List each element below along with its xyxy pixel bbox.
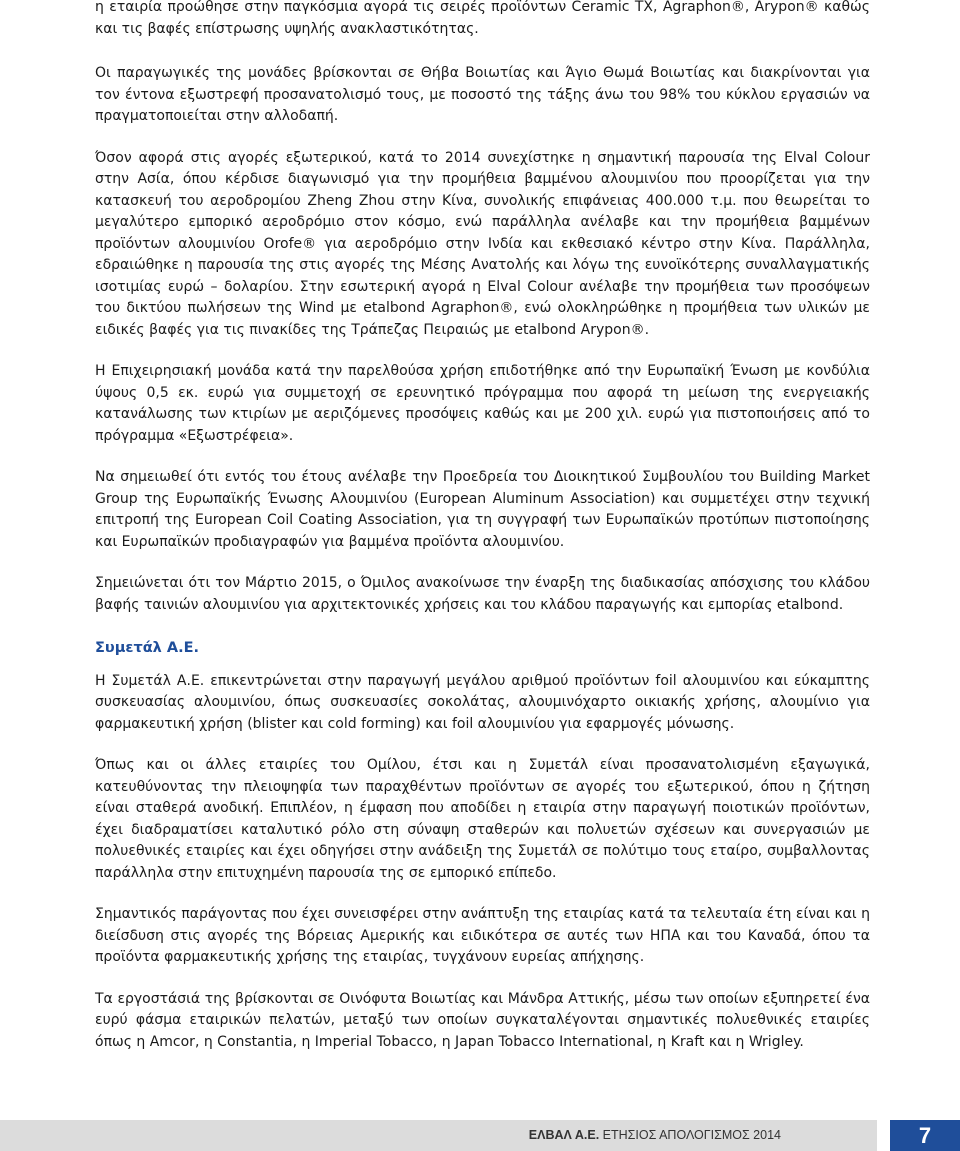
footer-label — [529, 1128, 781, 1142]
page-number: 7 — [890, 1120, 960, 1151]
footer-report-title: ΕΤΗΣΙΟΣ ΑΠΟΛΟΓΙΣΜΟΣ 2014 — [602, 1128, 781, 1142]
footer-brand: ΕΛΒΑΛ Α.Ε. — [528, 1128, 600, 1142]
paragraph-north-america: Σημαντικός παράγοντας που έχει συνεισφέρει στην ανάπτυξη της εταιρίας κατά τα τελευταία έτη είναι και η διείσδυση στις αγορές της Βόρειας Αμερικής και ειδικότερα σε αυτές των ΗΠΑ και του Καναδά, όπου τα προϊόντα φαρμακευτικής χρήσης της εταιρίας, τυγχάνουν ευρείας απήχησης. — [95, 906, 870, 965]
paragraph-symetal-exports: Όπως και οι άλλες εταιρίες του Ομίλου, έτσι και η Συμετάλ είναι προσανατολισμένη εξαγωγικά, κατευθύνοντας την πλειοψηφία των παραχθέντων προϊόντων σε αγορές του εξωτερικού, όπου η ζήτηση είναι σταθερά ανοδική. Επιπλέον, η έμφαση που αποδίδει η εταιρία στην παραγωγή ποιοτικών προϊόντων, έχει διαδραματίσει καταλυτικό ρόλο στη σύναψη σταθερών και πολυετών σχέσεων και συνεργασιών με πολυεθνικές εταιρίες και έχει οδηγήσει στην ανάδειξη της Συμετάλ σε πολύτιμο τους εταίρο, συμβαλλοντας παράλληλα στην επιτυχημένη παρουσία της σε εμπορικό επίπεδο. — [95, 757, 870, 881]
paragraph-symetal-products: Η Συμετάλ Α.Ε. επικεντρώνεται στην παραγωγή μεγάλου αριθμού προϊόντων foil αλουμινίου και εύκαμπτης συσκευασίας αλουμινίου, όπως συσκευασίες σοκολάτας, αλουμινόχαρτο οικιακής χρήσης, αλουμίνιο για φαρμακευτική χρήση (blister και cold forming) και foil αλουμινίου για εφαρμογές μόνωσης. — [95, 672, 870, 732]
paragraph-presidency: Να σημειωθεί ότι εντός του έτους ανέλαβε την Προεδρεία του Διοικητικού Συμβουλίου του Building Market Group της Ευρωπαϊκής Ένωσης Αλουμινίου (European Aluminum Association) και συμμετέχει στην τεχνική επιτροπή της European Coil Coating Association, για τη συγγραφή των Ευρωπαϊκών προτύπων πιστοποίησης και Ευρωπαϊκών προδιαγραφών για βαμμένα προϊόντα αλουμινίου. — [95, 469, 870, 550]
footer-band — [0, 1120, 877, 1151]
section-heading-symetal: Συμετάλ Α.Ε. — [95, 640, 200, 656]
paragraph-products: η εταιρία προώθησε στην παγκόσμια αγορά τις σειρές προϊόντων Ceramic TX, Agraphon®, Arypon® καθώς και τις βαφές επίστρωσης υψηλής ανακλαστικότητας. — [95, 0, 870, 37]
paragraph-eu-funding: Η Επιχειρησιακή μονάδα κατά την παρελθούσα χρήση επιδοτήθηκε από την Ευρωπαϊκή Ένωση με κονδύλια ύψους 0,5 εκ. ευρώ για συμμετοχή σε ερευνητικό πρόγραμμα που αφορά τη μείωση της ενεργειακής κατανάλωσης των κτιρίων με αεριζόμενες προσόψεις καθώς και με 200 χιλ. ευρώ για πιστοποιήσεις από το πρόγραμμα «Εξωστρέφεια». — [95, 363, 870, 444]
page-footer — [0, 1120, 960, 1151]
document-body — [95, 0, 870, 1053]
paragraph-spin-off: Σημειώνεται ότι τον Μάρτιο 2015, ο Όμιλος ανακοίνωσε την έναρξη της διαδικασίας απόσχισης του κλάδου βαφής ταινιών αλουμινίου για αρχιτεκτονικές χρήσεις και του κλάδου παραγωγής και εμπορίας etalbond. — [95, 575, 870, 613]
paragraph-foreign-markets: Όσον αφορά στις αγορές εξωτερικού, κατά το 2014 συνεχίστηκε η σημαντική παρουσία της Elval Colour στην Ασία, όπου κέρδισε διαγωνισμό για την προμήθεια βαμμένου αλουμινίου που προορίζεται για την κατασκευή του αεροδρομίου Zheng Zhou στην Κίνα, συνολικής επιφάνειας 400.000 τ.μ. που θεωρείται το μεγαλύτερο εμπορικό αεροδρόμιο στον κόσμο, ενώ παράλληλα ανέλαβε και την προμήθεια βαμμένων προϊόντων αλουμινίου Orofe® για αεροδρόμιο στην Ινδία και εκθεσιακό κέντρο στην Κίνα. Παράλληλα, εδραιώθηκε η παρουσία της στις αγορές της Μέσης Ανατολής και λόγω της ευνοϊκότερης συναλλαγματικής ισοτιμίας ευρώ – δολαρίου. Στην εσωτερική αγορά η Elval Colour ανέλαβε την προμήθεια των προσόψεων του δικτύου πωλήσεων της Wind με etalbond Agraphon®, ενώ ολοκληρώθηκε η προμήθεια των υλικών με ειδικές βαφές για τις πινακίδες της Τράπεζας Πειραιώς με etalbond Arypon®. — [95, 149, 870, 338]
paragraph-factories: Τα εργοστάσιά της βρίσκονται σε Οινόφυτα Βοιωτίας και Μάνδρα Αττικής, μέσω των οποίων εξυπηρετεί ένα ευρύ φάσμα εταιρικών πελατών, μεταξύ των οποίων συγκαταλέγονται σημαντικές πολυεθνικές εταιρίες όπως η Amcor, η Constantia, η Imperial Tobacco, η Japan Tobacco International, η Kraft και η Wrigley. — [95, 990, 870, 1050]
paragraph-production-units: Οι παραγωγικές της μονάδες βρίσκονται σε Θήβα Βοιωτίας και Άγιο Θωμά Βοιωτίας και διακρίνονται για τον έντονα εξωστρεφή προσανατολισμό τους, με ποσοστό της τάξης άνω του 98% του κύκλου εργασιών να πραγματοποιείται στην αλλοδαπή. — [95, 65, 870, 124]
